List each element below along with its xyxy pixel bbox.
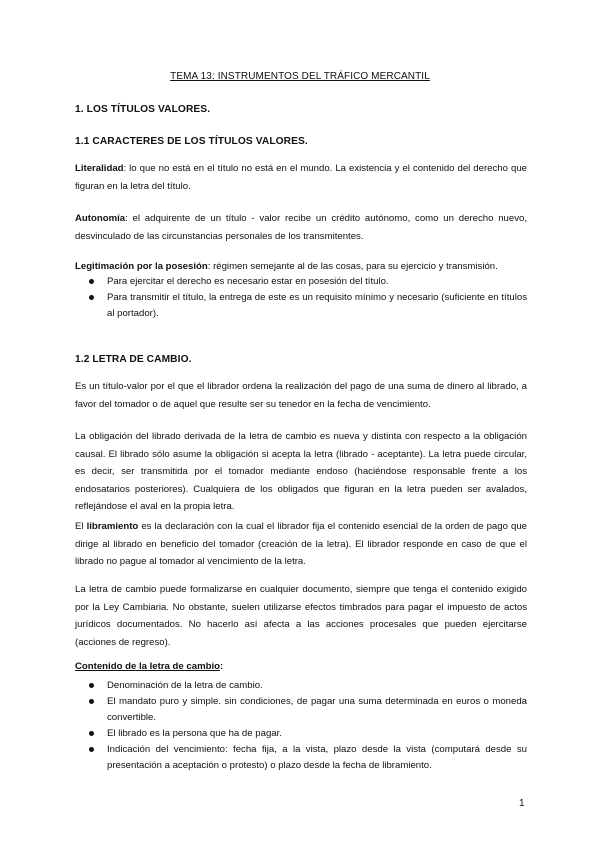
obligacion-paragraph: La obligación del librado derivada de la letra de cambio es nueva y distinta con respecto a la obligación causal. El librado sólo asume la obligación si acepta la letra (librado - aceptante). La letra puede circular, es decir, ser transmitida por el tomador mediante endoso (haciéndose responsable frente a los endosatarios posteriores). Cualquiera de los obligados que figuran en la letra pueden ser avalados, reflejándose el aval en la propia letra. bbox=[75, 431, 527, 512]
bullet-icon bbox=[89, 279, 94, 284]
literalidad-label: Literalidad bbox=[75, 163, 124, 174]
contenido-line: Contenido de la letra de cambio: bbox=[75, 661, 224, 672]
definicion-paragraph: Es un título-valor por el que el librador ordena la realización del pago de una suma de dinero al librado, a favor del tomador o de aquel que resulte ser su tenedor en la fecha de vencimiento. bbox=[75, 381, 527, 410]
page-title: TEMA 13: INSTRUMENTOS DEL TRÁFICO MERCANTIL bbox=[170, 71, 430, 82]
bullet-icon bbox=[89, 731, 94, 736]
contenido-list bbox=[75, 678, 527, 773]
bullet-icon bbox=[89, 683, 94, 688]
libramiento-label: libramiento bbox=[86, 521, 139, 532]
formalizarse-paragraph: La letra de cambio puede formalizarse en cualquier documento, siempre que tenga el contenido exigido por la Ley Cambiaria. No obstante, suelen utilizarse efectos timbrados para pagar el impuesto de actos jurídicos documentados. No hacerlo así afecta a las acciones procesales que pueden ejercitarse (acciones de regreso). bbox=[75, 584, 527, 648]
libramiento-paragraph: El libramiento es la declaración con la cual el librador fija el contenido esencial de la orden de pago que dirige al librado en beneficio del tomador (creación de la letra). El librador responde en caso de que el librado no pague al tomador al vencimiento de la letra. bbox=[75, 521, 527, 567]
list-item: El librado es la persona que ha de pagar. bbox=[75, 726, 527, 742]
autonomia-text: : el adquirente de un título - valor recibe un crédito autónomo, como un derecho nuevo, desvinculado de las circunstancias personales de los transmitentes. bbox=[75, 213, 527, 242]
list-item: Indicación del vencimiento: fecha fija, a la vista, plazo desde la vista (computará desde su presentación a aceptación o protesto) o plazo desde la fecha de libramiento. bbox=[75, 742, 527, 774]
page-number: 1 bbox=[519, 798, 525, 809]
section-1-heading: 1. LOS TÍTULOS VALORES. bbox=[75, 104, 211, 115]
list-item: Denominación de la letra de cambio. bbox=[75, 678, 527, 694]
list-item: El mandato puro y simple. sin condiciones, de pagar una suma determinada en euros o moneda convertible. bbox=[75, 694, 527, 726]
autonomia-paragraph bbox=[75, 210, 527, 245]
list-item: Para transmitir el título, la entrega de este es un requisito mínimo y necesario (suficiente en títulos al portador). bbox=[75, 290, 527, 322]
legitimacion-list bbox=[75, 274, 527, 322]
section-1-2-heading: 1.2 LETRA DE CAMBIO. bbox=[75, 354, 192, 365]
contenido-label: Contenido de la letra de cambio bbox=[75, 661, 220, 672]
autonomia-label: Autonomía bbox=[75, 213, 126, 224]
legitimacion-label: Legitimación por la posesión bbox=[75, 261, 208, 272]
bullet-icon bbox=[89, 295, 94, 300]
legitimacion-text: : régimen semejante al de las cosas, para su ejercicio y transmisión. bbox=[207, 261, 498, 272]
bullet-icon bbox=[89, 747, 94, 752]
literalidad-text: : lo que no está en el título no está en el mundo. La existencia y el contenido del derecho que figuran en la letra del título. bbox=[75, 163, 527, 192]
list-item: Para ejercitar el derecho es necesario estar en posesión del título. bbox=[75, 274, 527, 290]
bullet-icon bbox=[89, 699, 94, 704]
section-1-1-heading: 1.1 CARACTERES DE LOS TÍTULOS VALORES. bbox=[75, 136, 308, 147]
literalidad-paragraph bbox=[75, 160, 527, 195]
legitimacion-line bbox=[75, 261, 498, 272]
